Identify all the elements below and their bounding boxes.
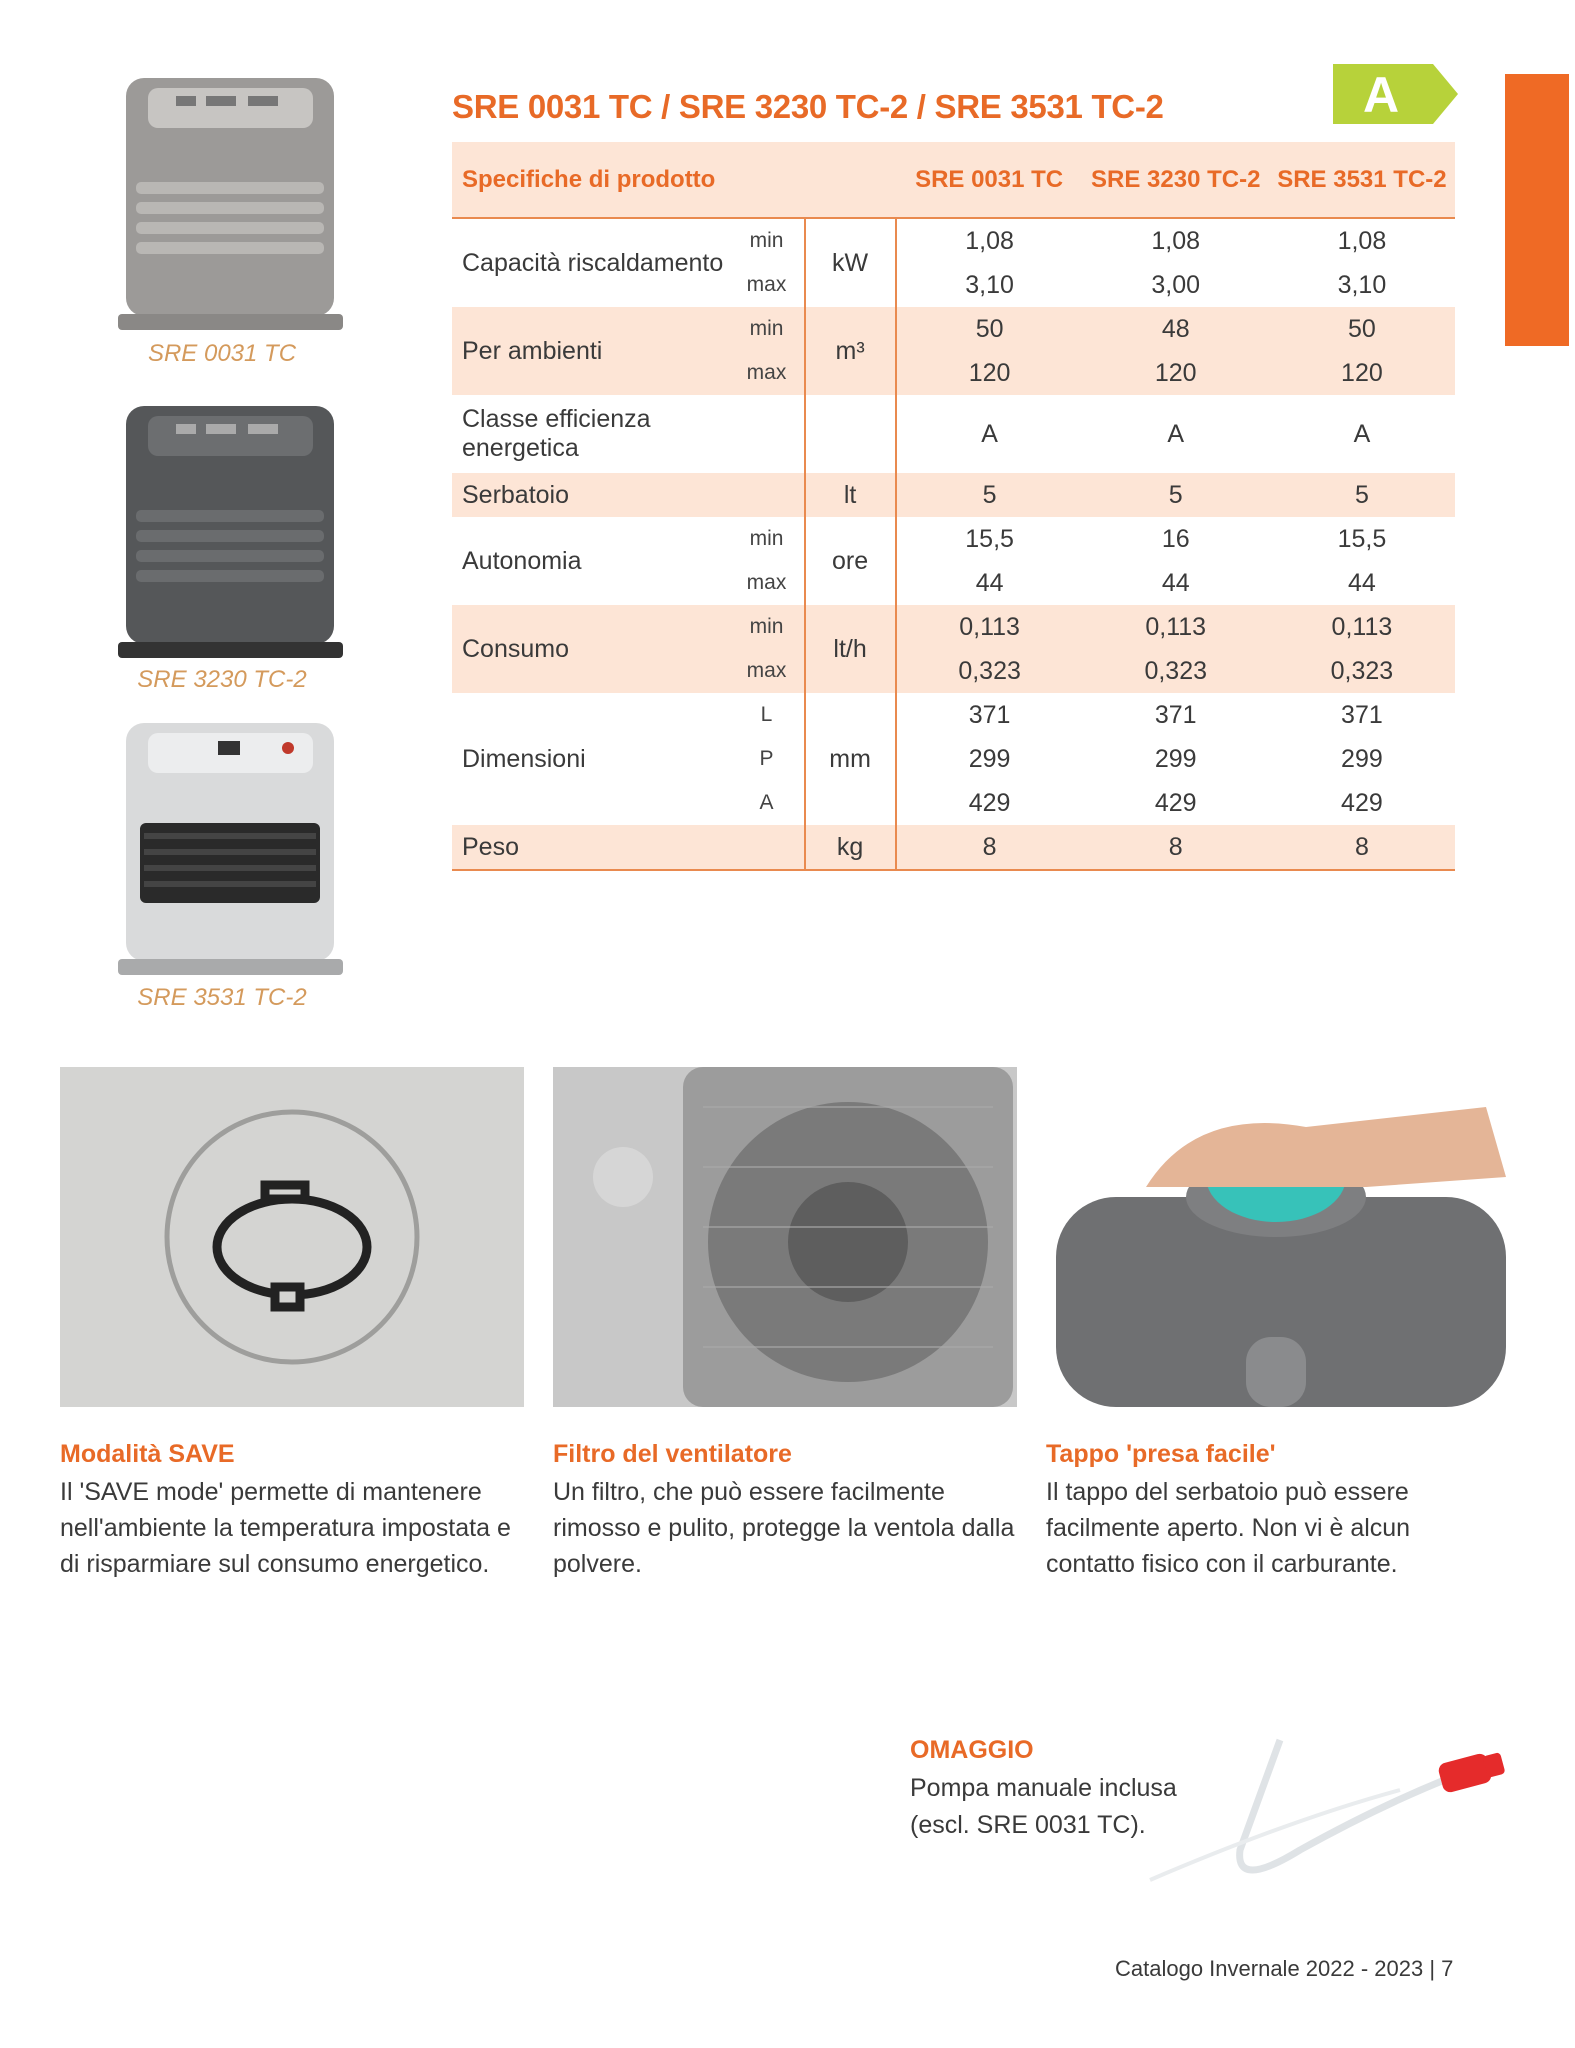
table-row: max 0,323 0,323 0,323: [452, 649, 1455, 693]
feature-text-cap: Il tappo del serbatoio può essere facilmente aperto. Non vi è alcun contatto fisico con il carburante.: [1046, 1478, 1411, 1578]
header-model-1: SRE 0031 TC: [896, 142, 1083, 218]
row-label: Serbatoio: [452, 473, 729, 517]
table-row: Consumo min lt/h 0,113 0,113 0,113: [452, 605, 1455, 649]
heater-image-sre-3230-tc-2: [118, 398, 343, 663]
table-row: P 299 299 299: [759, 744, 1383, 773]
table-row: max 44 44 44: [746, 568, 1376, 597]
table-row: A 429 429 429: [759, 788, 1383, 817]
feature-title-filter: Filtro del ventilatore: [553, 1440, 792, 1468]
fan-filter-photo: [553, 1067, 1017, 1407]
feature-text-save: Il 'SAVE mode' permette di mantenere nell'ambiente la temperatura impostata e di risparmiare sul consumo energetico.: [60, 1478, 511, 1578]
product-caption: SRE 3230 TC-2: [137, 666, 307, 693]
gift-text: Pompa manuale inclusa (escl. SRE 0031 TC).: [910, 1774, 1177, 1839]
table-row: max 3,10 3,00 3,10: [746, 270, 1387, 299]
table-row: max 120 120 120: [452, 351, 1455, 395]
header-model-2: SRE 3230 TC-2: [1083, 142, 1269, 218]
save-mode-photo: [60, 1067, 524, 1407]
table-row: Dimensioni L mm 371 371 371: [452, 693, 1455, 737]
side-tab-marker: [1505, 74, 1569, 346]
row-label: Autonomia: [462, 546, 582, 575]
row-label: Dimensioni: [462, 744, 586, 773]
table-row: Per ambienti min m³ 50 48 50: [452, 307, 1455, 351]
table-row: Classe efficienza energetica A A A: [452, 395, 1455, 473]
table-row: Autonomia min ore 15,5 16 15,5: [452, 517, 1455, 561]
row-label: Consumo: [452, 605, 729, 693]
product-caption: SRE 3531 TC-2: [137, 984, 307, 1011]
table-row: Peso kg 8 8 8: [452, 825, 1455, 870]
tank-cap-photo: [1046, 1067, 1510, 1407]
row-unit: kW: [805, 218, 896, 307]
row-label: Per ambienti: [452, 307, 729, 395]
page-title: SRE 0031 TC / SRE 3230 TC-2 / SRE 3531 TC-2: [452, 88, 1164, 125]
gift-title: OMAGGIO: [910, 1736, 1034, 1764]
spec-table: [452, 142, 1455, 871]
table-row: Capacità riscaldamento min kW 1,08 1,08 1,08: [452, 218, 1455, 263]
hand-pump-image: [1140, 1730, 1520, 1900]
heater-image-sre-0031-tc: [118, 70, 343, 335]
row-label: Classe efficienza energetica: [462, 405, 651, 462]
energy-class-letter: A: [1362, 67, 1400, 123]
feature-title-cap: Tappo 'presa facile': [1046, 1440, 1276, 1468]
feature-text-filter: Un filtro, che può essere facilmente rimosso e pulito, protegge la ventola dalla polvere.: [553, 1478, 1015, 1578]
product-caption: SRE 0031 TC: [147, 340, 297, 367]
row-unit: mm: [805, 693, 896, 825]
row-unit: lt/h: [805, 605, 896, 693]
header-label: Specifiche di prodotto: [452, 142, 729, 218]
row-unit: kg: [805, 825, 896, 870]
row-label: Capacità riscaldamento: [462, 248, 724, 277]
row-label: Peso: [452, 825, 729, 870]
heater-image-sre-3531-tc-2: [118, 715, 343, 980]
energy-class-badge: [1333, 64, 1458, 124]
table-row: Serbatoio lt 5 5 5: [452, 473, 1455, 517]
row-unit: lt: [805, 473, 896, 517]
feature-title-save: Modalità SAVE: [60, 1440, 235, 1468]
page-footer: Catalogo Invernale 2022 - 2023 | 7: [1115, 1956, 1454, 1981]
row-unit: m³: [805, 307, 896, 395]
table-header-row: [452, 142, 1455, 218]
header-model-3: SRE 3531 TC-2: [1269, 142, 1455, 218]
row-unit: ore: [805, 517, 896, 605]
